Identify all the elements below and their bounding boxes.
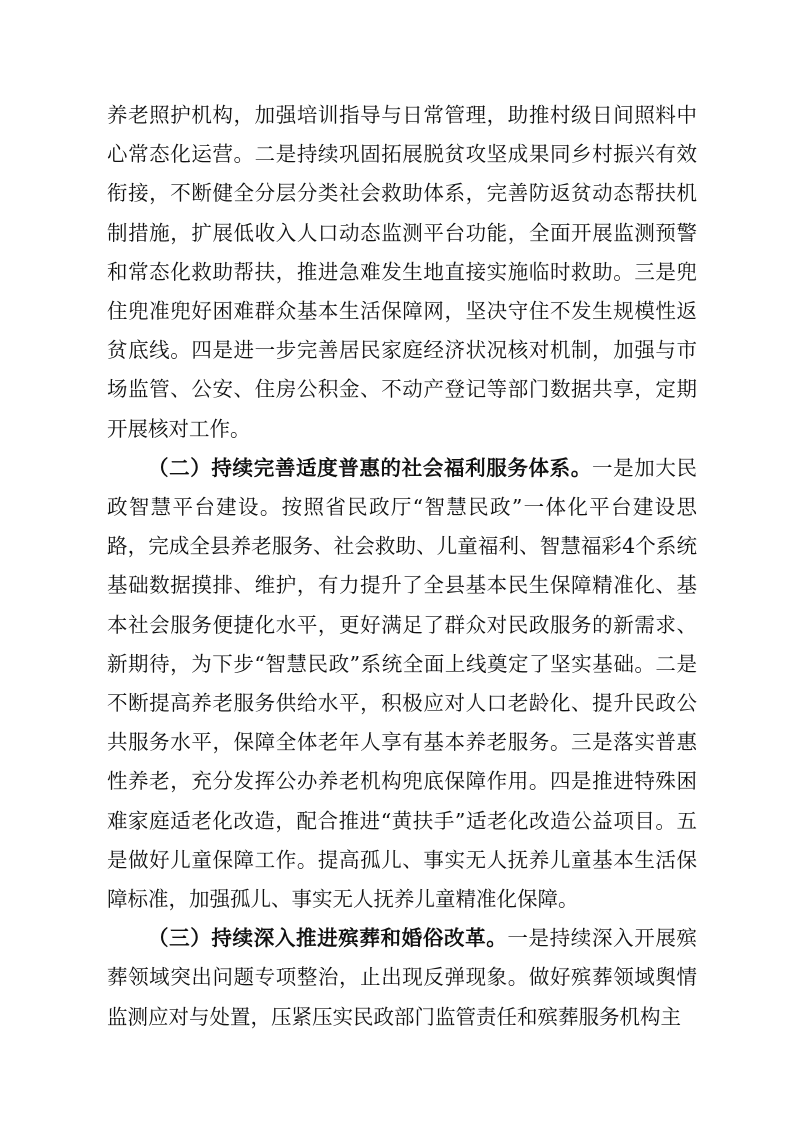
section-2-body: 一是加大民政智慧平台建设。按照省民政厅“智慧民政”一体化平台建设思路，完成全县养老服务、社会救助、儿童福利、智慧福彩4个系统基础数据摸排、维护，有力提升了全县基本民生保障精准化、基本社会服务便捷化水平，更好满足了群众对民政服务的新需求、新期待，为下步“智慧民政”系统全面上线奠定了坚实基础。二是不断提高养老服务供给水平，积极应对人口老龄化、提升民政公共服务水平，保障全体老年人享有基本养老服务。三是落实普惠性养老，充分发挥公办养老机构兜底保障作用。四是推进特殊困难家庭适老化改造，配合推进“黄扶手”适老化改造公益项目。五是做好儿童保障工作。提高孤儿、事实无人抚养儿童基本生活保障标准，加强孤儿、事实无人抚养儿童精准化保障。 bbox=[107, 455, 698, 912]
section-3-paragraph bbox=[107, 919, 697, 1037]
section-3-body: 一是持续深入开展殡葬领域突出问题专项整治，止出现反弹现象。做好殡葬领域舆情监测应对与处置，压紧压实民政部门监管责任和殡葬服务机构主 bbox=[107, 926, 698, 1029]
section-2-paragraph bbox=[107, 449, 697, 919]
document-body bbox=[107, 96, 697, 1037]
section-2-heading: （二）持续完善适度普惠的社会福利服务体系。 bbox=[148, 455, 592, 480]
section-3-heading: （三）持续深入推进殡葬和婚俗改革。 bbox=[148, 926, 508, 951]
paragraph-continuation: 养老照护机构，加强培训指导与日常管理，助推村级日间照料中心常态化运营。二是持续巩固拓展脱贫攻坚成果同乡村振兴有效衔接，不断健全分层分类社会救助体系，完善防返贫动态帮扶机制措施，扩展低收入人口动态监测平台功能，全面开展监测预警和常态化救助帮扶，推进急难发生地直接实施临时救助。三是兜住兜准兜好困难群众基本生活保障网，坚决守住不发生规模性返贫底线。四是进一步完善居民家庭经济状况核对机制，加强与市场监管、公安、住房公积金、不动产登记等部门数据共享，定期开展核对工作。 bbox=[107, 103, 697, 441]
